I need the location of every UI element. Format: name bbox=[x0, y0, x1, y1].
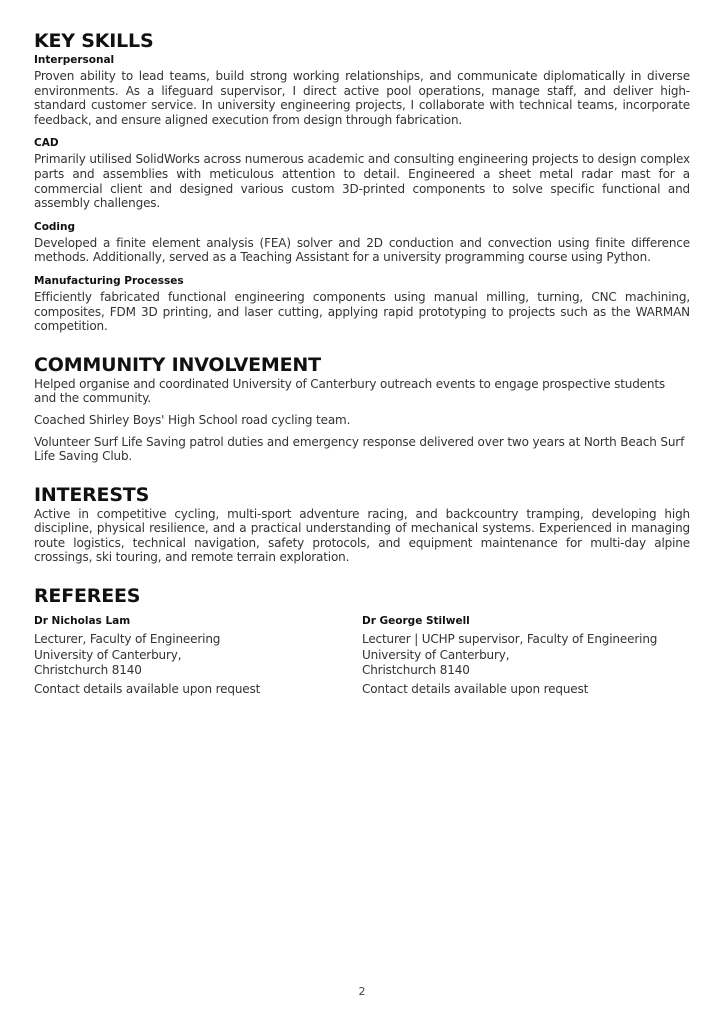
referee-role: Lecturer, Faculty of Engineering bbox=[34, 632, 221, 647]
skill-title: Interpersonal bbox=[34, 54, 115, 66]
referee-city: Christchurch 8140 bbox=[362, 663, 470, 678]
referee-city: Christchurch 8140 bbox=[34, 663, 142, 678]
referee-role: Lecturer | UCHP supervisor, Faculty of Engineering bbox=[362, 632, 658, 647]
skill-item bbox=[34, 221, 690, 265]
referees-section bbox=[34, 585, 690, 697]
referee-contact: Contact details available upon request bbox=[34, 681, 261, 696]
referee-contact: Contact details available upon request bbox=[362, 681, 589, 696]
skill-description: Proven ability to lead teams, build strong working relationships, and communicate diplomatically in diverse environments. As a lifeguard supervisor, I direct active pool operations, manage staff, and deliver high-standard customer service. In university engineering projects, I collaborate with technical teams, incorporate feedback, and ensure aligned execution from design through fabrication. bbox=[34, 69, 690, 127]
community-item: Volunteer Surf Life Saving patrol duties and emergency response delivered over two years at North Beach Surf Life Saving Club. bbox=[34, 434, 685, 464]
skill-item bbox=[34, 54, 690, 127]
skill-title: Manufacturing Processes bbox=[34, 274, 184, 287]
community-section bbox=[34, 354, 690, 464]
referees-list bbox=[34, 611, 690, 697]
community-item: Coached Shirley Boys' High School road cycling team. bbox=[34, 412, 351, 427]
section-heading-referees: REFEREES bbox=[34, 585, 141, 608]
referee-organisation: University of Canterbury, bbox=[34, 647, 182, 662]
section-heading-community: COMMUNITY INVOLVEMENT bbox=[34, 353, 321, 376]
section-heading-interests: INTERESTS bbox=[34, 483, 150, 506]
resume-page bbox=[34, 30, 690, 717]
skill-description: Efficiently fabricated functional engineering components using manual milling, turning, CNC machining, composites, FDM 3D printing, and laser cutting, applying rapid prototyping to projects such as the WARMAN competition. bbox=[34, 289, 690, 334]
key-skills-section bbox=[34, 30, 690, 334]
skill-item bbox=[34, 275, 690, 334]
skill-description: Developed a finite element analysis (FEA) solver and 2D conduction and convection using finite difference methods. Additionally, served as a Teaching Assistant for a university programming course using Python. bbox=[34, 235, 690, 265]
community-item: Helped organise and coordinated University of Canterbury outreach events to engage prospective students and the community. bbox=[34, 376, 666, 406]
skill-description: Primarily utilised SolidWorks across numerous academic and consulting engineering projects to design complex parts and assemblies with meticulous attention to detail. Engineered a sheet metal radar mast for a commercial client and designed various custom 3D-printed components to solve specific functional and assembly challenges. bbox=[34, 152, 690, 211]
interests-section bbox=[34, 484, 690, 565]
referee-organisation: University of Canterbury, bbox=[362, 647, 510, 662]
page-number: 2 bbox=[358, 985, 366, 998]
referee-name: Dr George Stilwell bbox=[362, 615, 470, 628]
referee-name: Dr Nicholas Lam bbox=[34, 615, 131, 628]
section-heading-key-skills: KEY SKILLS bbox=[34, 30, 154, 52]
skill-title: CAD bbox=[34, 137, 59, 150]
referee-card bbox=[362, 611, 690, 697]
referee-card bbox=[34, 611, 362, 697]
skill-item bbox=[34, 137, 690, 210]
interests-text: Active in competitive cycling, multi-sport adventure racing, and backcountry tramping, developing high discipline, physical resilience, and a practical understanding of mechanical systems. Experienced in managing route logistics, technical navigation, safety protocols, and equipment maintenance for multi-day alpine crossings, ski touring, and remote terrain exploration. bbox=[34, 506, 690, 565]
skill-title: Coding bbox=[34, 220, 76, 233]
